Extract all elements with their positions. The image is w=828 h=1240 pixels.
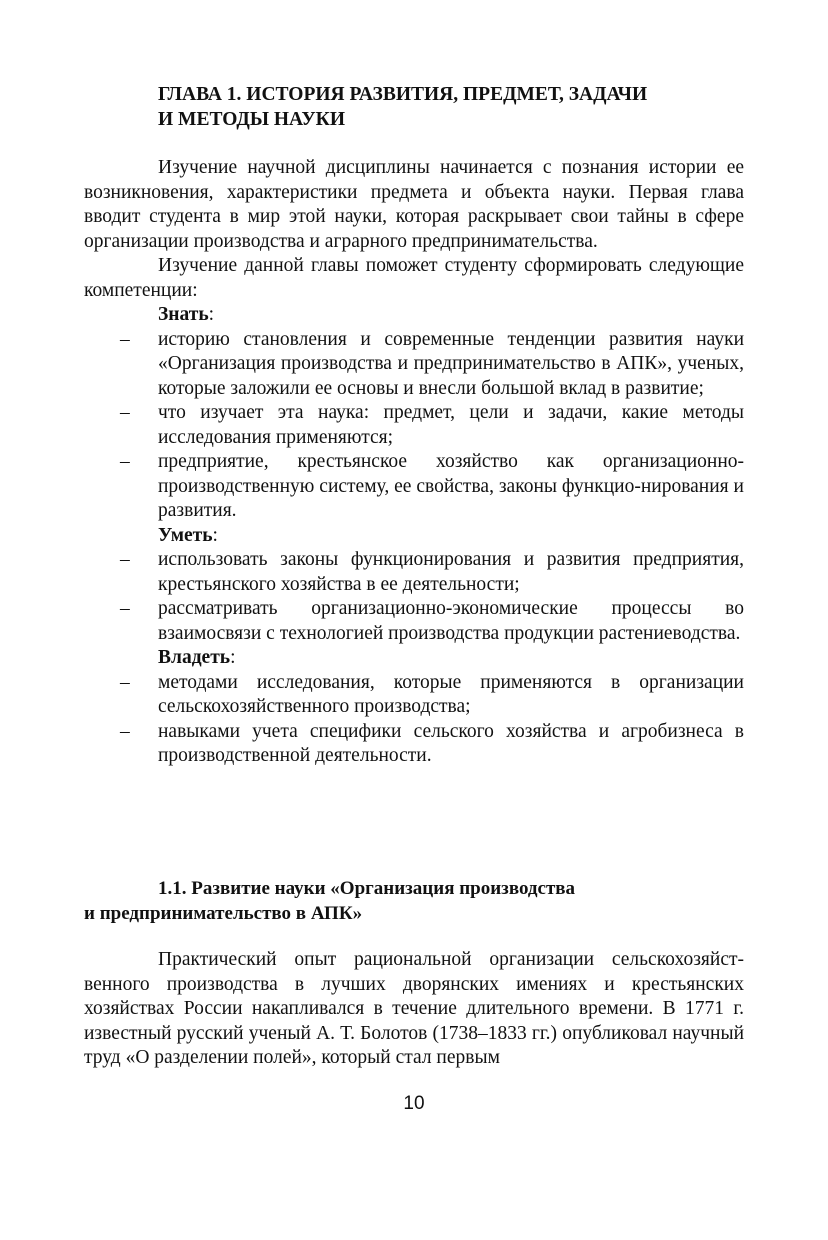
dash-bullet: – — [120, 671, 130, 693]
competency-list-master — [84, 671, 744, 769]
chapter-title — [158, 82, 758, 132]
competency-label-master: Владеть: — [158, 647, 236, 668]
page-number: 10 — [403, 1093, 425, 1114]
chapter-title-line-2: И МЕТОДЫ НАУКИ — [158, 109, 345, 130]
section-paragraph: Практический опыт рациональной организации сельскохозяйст-венного производства в лучших дворянских имениях и крестьянских хозяйствах России накапливался в течение длительного времени. В 1771 г. известный русский ученый А. Т. Болотов (1738–1833 гг.) опубликовал научный труд «О разделении полей», который стал первым — [84, 949, 744, 1068]
competency-list-know — [84, 328, 744, 524]
section-title-line-2: и предпринимательство в АПК» — [84, 903, 363, 924]
chapter-title-line-1: ГЛАВА 1. ИСТОРИЯ РАЗВИТИЯ, ПРЕДМЕТ, ЗАДАЧИ — [158, 84, 648, 105]
intro-paragraph: Изучение научной дисциплины начинается с познания истории ее возникновения, характеристики предмета и объекта науки. Первая глава вводит студента в мир этой науки, которая раскрывает свои тайны в сфере организации производства и аграрного предпринимательства. — [84, 157, 744, 252]
section-title — [84, 876, 744, 926]
dash-bullet: – — [120, 451, 130, 472]
intro-paragraph: Изучение данной главы поможет студенту сформировать следующие компетенции: — [84, 255, 744, 301]
dash-bullet: – — [120, 402, 130, 423]
dash-bullet: – — [120, 720, 130, 742]
list-item: – навыками учета специфики сельского хозяйства и агробизнеса в производственной деятельности. — [120, 720, 744, 766]
dash-bullet: – — [120, 549, 130, 570]
list-item: – методами исследования, которые применяются в организации сельскохозяйственного производства; — [120, 671, 744, 717]
list-item: – что изучает эта наука: предмет, цели и задачи, какие методы исследования применяются; — [120, 402, 744, 448]
section-title-line-1: 1.1. Развитие науки «Организация производства — [158, 878, 576, 899]
list-item: – историю становления и современные тенденции развития науки «Организация производства и предпринимательство в АПК», ученых, которые заложили ее основы и внесли большой вклад в развитие; — [120, 328, 744, 399]
dash-bullet: – — [120, 598, 130, 619]
competency-label-can: Уметь: — [158, 524, 218, 546]
section-body — [84, 948, 744, 1071]
list-item: – использовать законы функционирования и развития предприятия, крестьянского хозяйства в ее деятельности; — [120, 549, 744, 595]
list-item: – рассматривать организационно-экономические процессы во взаимосвязи с технологией производства продукции растениеводства. — [120, 598, 744, 644]
competency-list-can — [84, 548, 744, 646]
competency-label-know: Знать: — [158, 304, 215, 325]
intro-block — [84, 156, 744, 769]
list-item: – предприятие, крестьянское хозяйство как организационно-производственную систему, ее свойства, законы функцио-нирования и развития. — [120, 451, 744, 521]
dash-bullet: – — [120, 328, 130, 350]
